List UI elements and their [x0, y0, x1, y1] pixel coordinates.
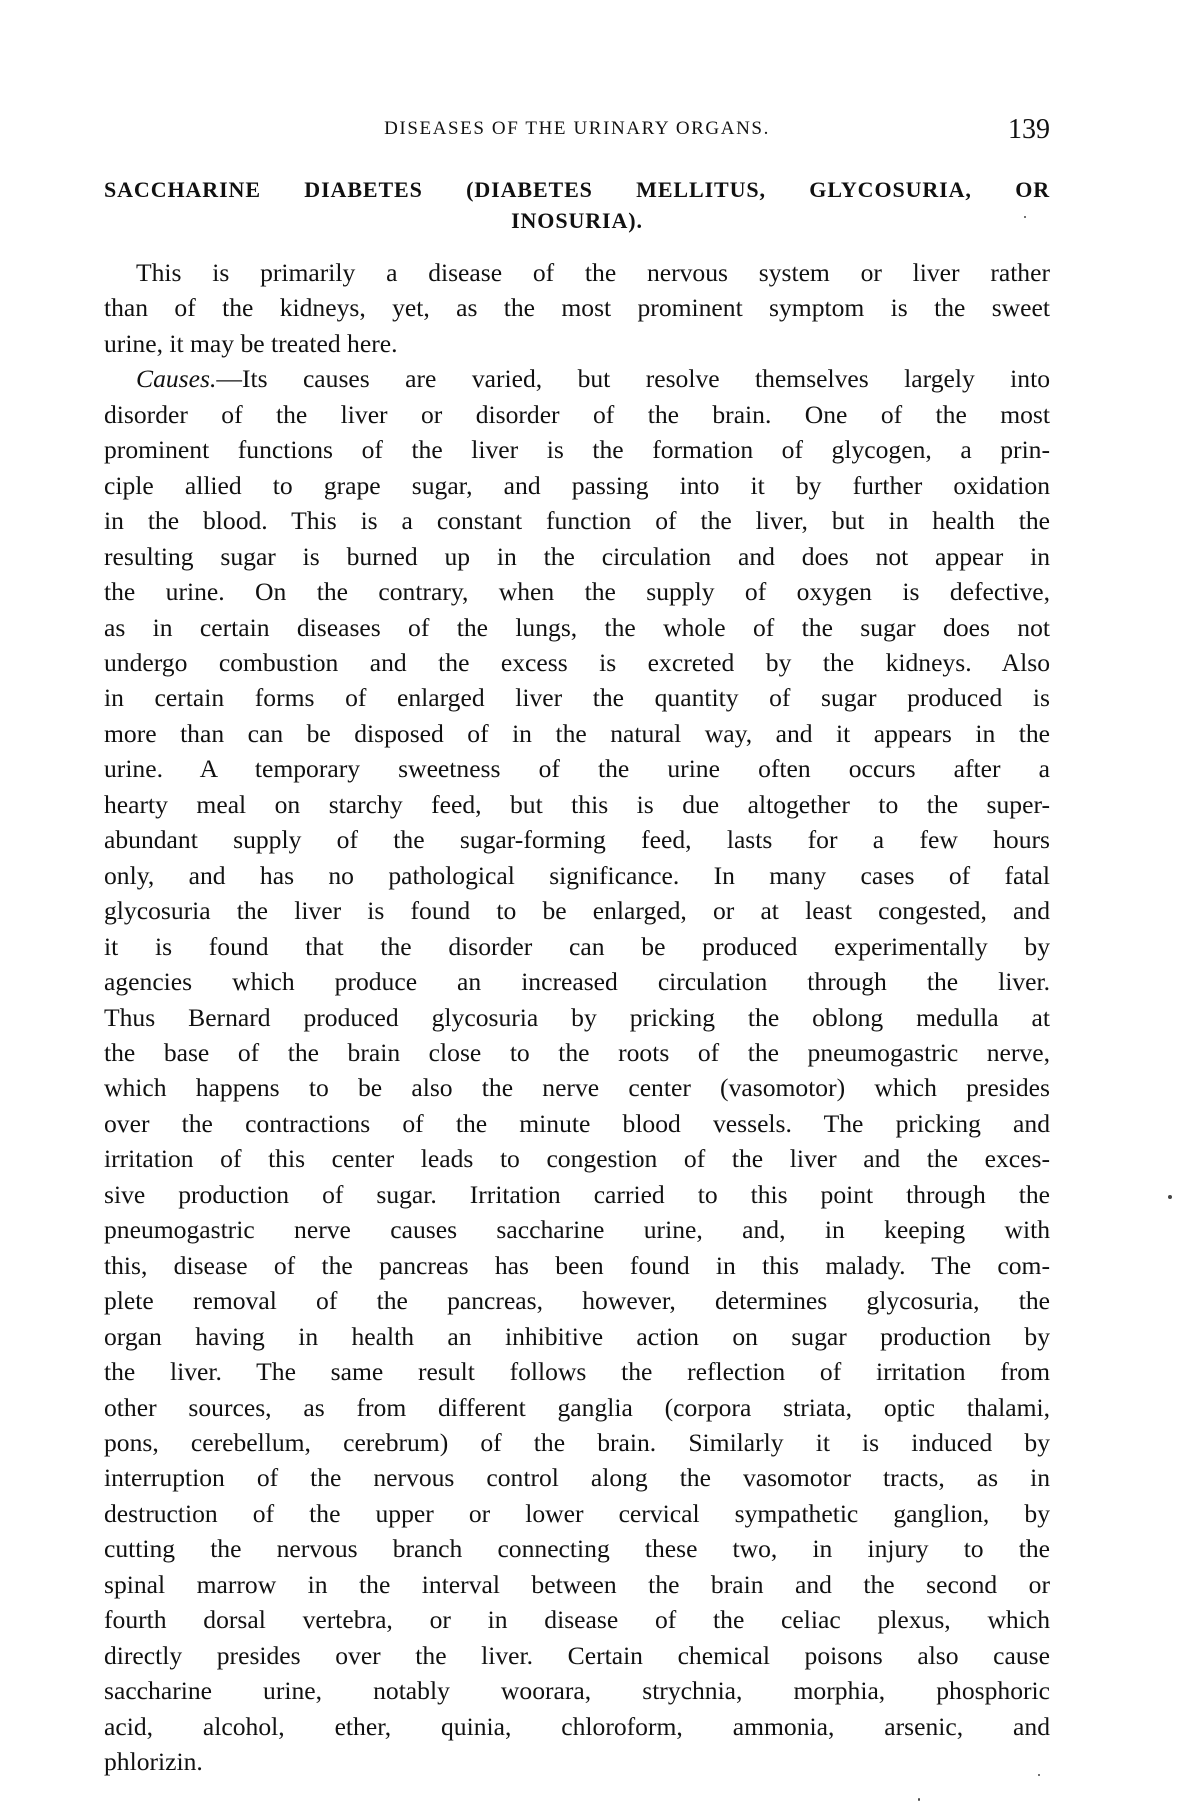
text-line: destruction of the upper or lower cervical sympathetic ganglion, by	[104, 1498, 1050, 1528]
text-line: fourth dorsal vertebra, or in disease of the celiac plexus, which	[104, 1605, 1050, 1635]
text-line: the base of the brain close to the roots of the pneumogastric nerve,	[104, 1037, 1050, 1067]
margin-speck	[1168, 1195, 1172, 1199]
text-line: in certain forms of enlarged liver the quantity of sugar produced is	[104, 683, 1050, 713]
text-line: urine. A temporary sweetness of the urine often occurs after a	[104, 754, 1050, 784]
margin-speck	[1038, 1774, 1040, 1776]
text-line: This is primarily a disease of the nervous system or liver rather	[136, 258, 1050, 287]
section-title	[104, 174, 1050, 236]
text-line: agencies which produce an increased circulation through the liver.	[104, 967, 1050, 997]
body-text	[104, 255, 1050, 1779]
text-line: the liver. The same result follows the reflection of irritation from	[104, 1357, 1050, 1387]
text-line: irritation of this center leads to congestion of the liver and the exces-	[104, 1144, 1050, 1174]
text-line: saccharine urine, notably woorara, strychnia, morphia, phosphoric	[104, 1676, 1050, 1706]
text-line: resulting sugar is burned up in the circulation and does not appear in	[104, 541, 1050, 571]
margin-speck	[918, 1798, 920, 1801]
text-line: prominent functions of the liver is the formation of glycogen, a prin-	[104, 435, 1050, 465]
text-line: acid, alcohol, ether, quinia, chloroform, ammonia, arsenic, and	[104, 1711, 1050, 1741]
text-line: more than can be disposed of in the natural way, and it appears in the	[104, 718, 1050, 748]
text-line: pons, cerebellum, cerebrum) of the brain. Similarly it is induced by	[104, 1427, 1050, 1457]
text-line: other sources, as from different ganglia (corpora striata, optic thalami,	[104, 1392, 1050, 1422]
text-line: organ having in health an inhibitive action on sugar production by	[104, 1321, 1050, 1351]
text-line: phlorizin.	[104, 1747, 203, 1777]
text-line: which happens to be also the nerve center (vasomotor) which presides	[104, 1073, 1050, 1103]
text-line: pneumogastric nerve causes saccharine urine, and, in keeping with	[104, 1215, 1050, 1245]
page-number: 139	[1008, 114, 1050, 145]
text-line: in the blood. This is a constant function of the liver, but in health the	[104, 506, 1050, 536]
text-line: spinal marrow in the interval between the brain and the second or	[104, 1569, 1050, 1599]
text-line: undergo combustion and the excess is excreted by the kidneys. Also	[104, 647, 1050, 677]
paragraph-intro	[104, 255, 1050, 361]
text-line: ciple allied to grape sugar, and passing into it by further oxidation	[104, 470, 1050, 500]
text-line: sive production of sugar. Irritation carried to this point through the	[104, 1179, 1050, 1209]
section-title-line-2: INOSURIA).	[511, 208, 643, 233]
text-line: than of the kidneys, yet, as the most prominent symptom is the sweet	[104, 293, 1050, 323]
text-line: interruption of the nervous control along the vasomotor tracts, as in	[104, 1463, 1050, 1493]
text-line: cutting the nervous branch connecting these two, in injury to the	[104, 1534, 1050, 1564]
section-title-line-1: SACCHARINE DIABETES (DIABETES MELLITUS, GLYCOSURIA, OR	[104, 177, 1050, 202]
text-line: Thus Bernard produced glycosuria by pricking the oblong medulla at	[104, 1002, 1050, 1032]
text-line: directly presides over the liver. Certain chemical poisons also cause	[104, 1640, 1050, 1670]
run-in-heading: Causes.	[136, 364, 217, 394]
text-line: over the contractions of the minute blood vessels. The pricking and	[104, 1108, 1050, 1138]
text-line: as in certain diseases of the lungs, the whole of the sugar does not	[104, 612, 1050, 642]
text-line: it is found that the disorder can be produced experimentally by	[104, 931, 1050, 961]
text-line: glycosuria the liver is found to be enlarged, or at least congested, and	[104, 896, 1050, 926]
text-line: urine, it may be treated here.	[104, 328, 398, 358]
text-line: hearty meal on starchy feed, but this is due altogether to the super-	[104, 789, 1050, 819]
text-line: abundant supply of the sugar-forming feed, lasts for a few hours	[104, 825, 1050, 855]
text-line: Causes.—Its causes are varied, but resolve themselves largely into	[136, 364, 1050, 394]
text-line: the urine. On the contrary, when the supply of oxygen is defective,	[104, 577, 1050, 607]
running-title: DISEASES OF THE URINARY ORGANS.	[384, 118, 770, 139]
text-line: this, disease of the pancreas has been found in this malady. The com-	[104, 1250, 1050, 1280]
running-head	[104, 114, 1050, 145]
text-line: only, and has no pathological significance. In many cases of fatal	[104, 860, 1050, 890]
text-line: disorder of the liver or disorder of the brain. One of the most	[104, 399, 1050, 429]
text-line: plete removal of the pancreas, however, determines glycosuria, the	[104, 1286, 1050, 1316]
margin-speck	[1024, 216, 1026, 218]
paragraph-causes	[104, 361, 1050, 1779]
